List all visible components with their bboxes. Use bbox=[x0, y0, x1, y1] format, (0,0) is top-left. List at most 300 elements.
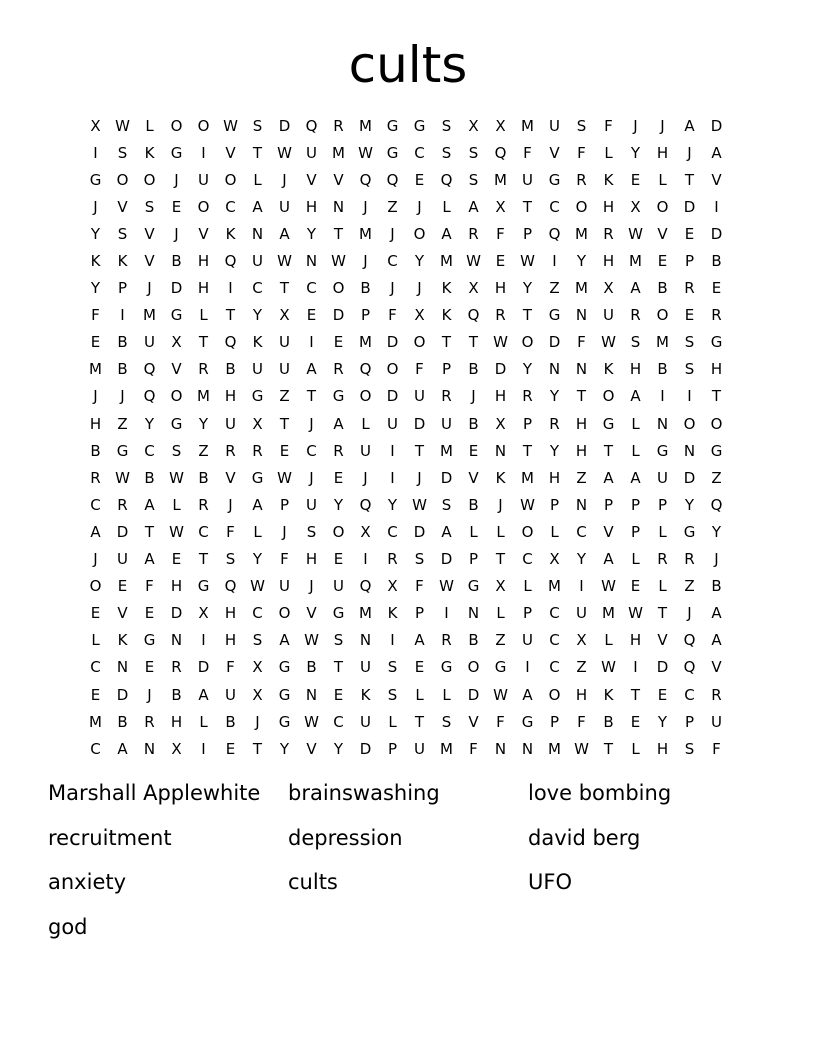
grid-letter: J bbox=[174, 224, 179, 243]
grid-letter: B bbox=[198, 468, 209, 487]
grid-letter: F bbox=[415, 360, 424, 379]
grid-letter: A bbox=[198, 685, 209, 704]
grid-letter: N bbox=[116, 658, 129, 677]
grid-letter: G bbox=[710, 441, 723, 460]
grid-letter: D bbox=[494, 360, 507, 379]
grid-letter: B bbox=[225, 712, 236, 731]
grid-letter: E bbox=[279, 441, 290, 460]
grid-letter: A bbox=[279, 631, 290, 650]
grid-letter: C bbox=[306, 279, 317, 298]
grid-letter: G bbox=[278, 712, 291, 731]
grid-letter: R bbox=[441, 631, 452, 650]
grid-letter: D bbox=[440, 550, 453, 569]
grid-letter: S bbox=[441, 712, 452, 731]
grid-letter: C bbox=[684, 685, 695, 704]
grid-letter: U bbox=[279, 360, 290, 379]
grid-letter: M bbox=[89, 360, 102, 379]
grid-letter: B bbox=[306, 658, 317, 677]
grid-letter: X bbox=[252, 685, 263, 704]
grid-letter: U bbox=[441, 414, 452, 433]
grid-letter: S bbox=[684, 333, 695, 352]
grid-letter: P bbox=[549, 495, 560, 514]
grid-letter: D bbox=[386, 333, 399, 352]
grid-letter: I bbox=[201, 739, 206, 758]
grid-letter: O bbox=[413, 333, 426, 352]
grid-letter: P bbox=[522, 604, 533, 623]
grid-letter: U bbox=[198, 170, 209, 189]
grid-letter: V bbox=[306, 170, 317, 189]
grid-letter: Y bbox=[684, 495, 695, 514]
grid-letter: E bbox=[306, 306, 317, 325]
grid-letter: F bbox=[91, 306, 100, 325]
grid-letter: D bbox=[170, 279, 183, 298]
grid-letter: O bbox=[170, 116, 183, 135]
grid-letter: E bbox=[468, 441, 479, 460]
grid-letter: G bbox=[278, 658, 291, 677]
grid-letter: Q bbox=[143, 360, 156, 379]
grid-letter: I bbox=[363, 550, 368, 569]
grid-letter: U bbox=[252, 360, 263, 379]
grid-letter: Y bbox=[576, 550, 587, 569]
grid-letter: U bbox=[117, 550, 128, 569]
grid-letter: O bbox=[332, 279, 345, 298]
grid-letter: H bbox=[656, 143, 669, 162]
grid-letter: U bbox=[144, 333, 155, 352]
grid-letter: Y bbox=[306, 224, 317, 243]
grid-letter: J bbox=[633, 116, 638, 135]
grid-letter: U bbox=[360, 441, 371, 460]
grid-letter: G bbox=[548, 170, 561, 189]
grid-letter: T bbox=[414, 712, 425, 731]
grid-letter: L bbox=[658, 522, 667, 541]
grid-letter: Z bbox=[711, 468, 722, 487]
grid-letter: N bbox=[170, 631, 183, 650]
grid-letter: O bbox=[89, 577, 102, 596]
grid-letter: M bbox=[548, 739, 561, 758]
grid-letter: S bbox=[333, 631, 344, 650]
grid-letter: T bbox=[522, 441, 533, 460]
grid-letter: D bbox=[359, 739, 372, 758]
grid-letter: V bbox=[468, 468, 479, 487]
grid-letter: C bbox=[252, 604, 263, 623]
grid-letter: V bbox=[711, 658, 722, 677]
grid-letter: W bbox=[628, 224, 643, 243]
grid-letter: O bbox=[116, 170, 129, 189]
grid-letter: Q bbox=[467, 306, 480, 325]
grid-letter: J bbox=[363, 252, 368, 271]
grid-letter: Q bbox=[386, 170, 399, 189]
grid-letter: R bbox=[333, 441, 344, 460]
grid-letter: W bbox=[601, 577, 616, 596]
grid-letter: D bbox=[548, 333, 561, 352]
grid-letter: P bbox=[279, 495, 290, 514]
grid-letter: O bbox=[656, 197, 669, 216]
grid-letter: I bbox=[93, 143, 98, 162]
grid-letter: W bbox=[277, 252, 292, 271]
grid-letter: Q bbox=[683, 658, 696, 677]
grid-letter: S bbox=[306, 522, 317, 541]
grid-letter: Y bbox=[522, 279, 533, 298]
grid-letter: L bbox=[550, 522, 559, 541]
grid-letter: T bbox=[333, 658, 344, 677]
grid-letter: C bbox=[576, 522, 587, 541]
grid-letter: R bbox=[225, 441, 236, 460]
grid-letter: G bbox=[251, 387, 264, 406]
grid-letter: Q bbox=[305, 116, 318, 135]
grid-letter: K bbox=[387, 604, 398, 623]
grid-letter: H bbox=[548, 468, 561, 487]
grid-letter: Q bbox=[683, 631, 696, 650]
grid-letter: J bbox=[282, 522, 287, 541]
grid-letter: P bbox=[684, 252, 695, 271]
grid-letter: B bbox=[144, 468, 155, 487]
grid-letter: S bbox=[441, 116, 452, 135]
grid-letter: U bbox=[387, 414, 398, 433]
grid-letter: C bbox=[549, 631, 560, 650]
grid-letter: X bbox=[495, 577, 506, 596]
grid-letter: J bbox=[93, 387, 98, 406]
grid-letter: M bbox=[332, 143, 345, 162]
grid-letter: U bbox=[414, 739, 425, 758]
grid-letter: Q bbox=[224, 577, 237, 596]
grid-letter: K bbox=[144, 143, 155, 162]
grid-letter: S bbox=[441, 143, 452, 162]
grid-letter: P bbox=[522, 414, 533, 433]
grid-letter: E bbox=[144, 658, 155, 677]
grid-letter: M bbox=[656, 333, 669, 352]
grid-letter: T bbox=[657, 604, 668, 623]
grid-letter: B bbox=[171, 252, 182, 271]
grid-letter: T bbox=[279, 279, 290, 298]
grid-letter: H bbox=[197, 252, 210, 271]
grid-letter: N bbox=[683, 441, 696, 460]
grid-letter: H bbox=[197, 279, 210, 298]
grid-letter: V bbox=[117, 604, 128, 623]
grid-letter: I bbox=[525, 658, 530, 677]
grid-letter: J bbox=[147, 279, 152, 298]
grid-letter: N bbox=[575, 306, 588, 325]
grid-letter: X bbox=[252, 658, 263, 677]
grid-letter: R bbox=[657, 550, 668, 569]
grid-letter: W bbox=[115, 116, 130, 135]
grid-letter: L bbox=[442, 197, 451, 216]
grid-letter: D bbox=[278, 116, 291, 135]
grid-letter: R bbox=[603, 224, 614, 243]
grid-letter: B bbox=[711, 252, 722, 271]
grid-letter: W bbox=[412, 495, 427, 514]
grid-letter: S bbox=[630, 333, 641, 352]
grid-letter: W bbox=[277, 468, 292, 487]
grid-letter: X bbox=[198, 604, 209, 623]
grid-letter: X bbox=[468, 279, 479, 298]
grid-letter: F bbox=[712, 739, 721, 758]
grid-letter: R bbox=[198, 360, 209, 379]
grid-letter: B bbox=[603, 712, 614, 731]
grid-letter: O bbox=[521, 333, 534, 352]
grid-letter: G bbox=[386, 143, 399, 162]
grid-letter: B bbox=[468, 631, 479, 650]
grid-letter: M bbox=[89, 712, 102, 731]
grid-letter: O bbox=[143, 170, 156, 189]
grid-letter: F bbox=[145, 577, 154, 596]
grid-letter: E bbox=[711, 279, 722, 298]
grid-letter: F bbox=[226, 522, 235, 541]
grid-letter: G bbox=[494, 658, 507, 677]
grid-letter: C bbox=[387, 252, 398, 271]
grid-letter: C bbox=[414, 143, 425, 162]
word-list-item: brainswashing bbox=[288, 781, 440, 805]
grid-letter: T bbox=[279, 414, 290, 433]
grid-letter: S bbox=[117, 143, 128, 162]
grid-letter: C bbox=[252, 279, 263, 298]
grid-letter: J bbox=[147, 685, 152, 704]
grid-letter: C bbox=[90, 658, 101, 677]
grid-letter: E bbox=[657, 685, 668, 704]
grid-letter: M bbox=[521, 116, 534, 135]
grid-letter: I bbox=[444, 604, 449, 623]
grid-letter: A bbox=[522, 685, 533, 704]
grid-letter: U bbox=[576, 604, 587, 623]
grid-letter: L bbox=[658, 170, 667, 189]
grid-letter: L bbox=[523, 577, 532, 596]
word-list-item: Marshall Applewhite bbox=[48, 781, 261, 805]
grid-letter: W bbox=[169, 468, 184, 487]
grid-letter: D bbox=[413, 522, 426, 541]
grid-letter: U bbox=[279, 577, 290, 596]
grid-letter: S bbox=[144, 197, 155, 216]
grid-letter: C bbox=[90, 739, 101, 758]
grid-letter: C bbox=[306, 441, 317, 460]
grid-letter: Z bbox=[387, 197, 398, 216]
grid-letter: Y bbox=[144, 414, 155, 433]
grid-letter: U bbox=[225, 685, 236, 704]
grid-letter: M bbox=[143, 306, 156, 325]
grid-letter: S bbox=[576, 116, 587, 135]
grid-letter: Y bbox=[252, 550, 263, 569]
grid-letter: W bbox=[277, 143, 292, 162]
grid-letter: R bbox=[711, 685, 722, 704]
grid-letter: N bbox=[521, 739, 534, 758]
grid-letter: V bbox=[657, 631, 668, 650]
grid-letter: X bbox=[468, 116, 479, 135]
grid-letter: K bbox=[252, 333, 263, 352]
grid-letter: V bbox=[333, 170, 344, 189]
grid-letter: P bbox=[522, 224, 533, 243]
grid-letter: L bbox=[631, 739, 640, 758]
grid-letter: O bbox=[332, 522, 345, 541]
grid-letter: O bbox=[548, 685, 561, 704]
grid-letter: I bbox=[687, 387, 692, 406]
grid-letter: L bbox=[361, 414, 370, 433]
grid-letter: S bbox=[684, 739, 695, 758]
grid-letter: Y bbox=[711, 522, 722, 541]
grid-letter: D bbox=[683, 197, 696, 216]
grid-letter: Q bbox=[224, 252, 237, 271]
grid-letter: M bbox=[359, 116, 372, 135]
grid-letter: G bbox=[251, 468, 264, 487]
grid-letter: H bbox=[575, 441, 588, 460]
grid-letter: D bbox=[386, 387, 399, 406]
grid-letter: D bbox=[710, 224, 723, 243]
grid-letter: E bbox=[333, 550, 344, 569]
grid-letter: C bbox=[522, 550, 533, 569]
grid-letter: R bbox=[495, 306, 506, 325]
grid-letter: H bbox=[629, 360, 642, 379]
grid-letter: P bbox=[657, 495, 668, 514]
grid-letter: B bbox=[225, 360, 236, 379]
grid-letter: Z bbox=[684, 577, 695, 596]
grid-letter: W bbox=[304, 631, 319, 650]
grid-letter: J bbox=[174, 170, 179, 189]
word-list-item: anxiety bbox=[48, 870, 127, 895]
grid-letter: H bbox=[305, 197, 318, 216]
grid-letter: H bbox=[224, 387, 237, 406]
grid-letter: S bbox=[171, 441, 182, 460]
grid-letter: N bbox=[575, 360, 588, 379]
grid-letter: G bbox=[467, 577, 480, 596]
grid-letter: G bbox=[332, 604, 345, 623]
grid-letter: J bbox=[390, 224, 395, 243]
grid-letter: I bbox=[633, 658, 638, 677]
grid-letter: E bbox=[171, 197, 182, 216]
grid-letter: S bbox=[387, 658, 398, 677]
grid-letter: Z bbox=[495, 631, 506, 650]
grid-letter: I bbox=[390, 441, 395, 460]
grid-letter: W bbox=[520, 495, 535, 514]
grid-letter: A bbox=[306, 360, 317, 379]
grid-letter: S bbox=[225, 550, 236, 569]
grid-letter: L bbox=[496, 604, 505, 623]
grid-letter: G bbox=[170, 414, 183, 433]
grid-letter: I bbox=[714, 197, 719, 216]
grid-letter: O bbox=[413, 224, 426, 243]
grid-letter: F bbox=[523, 143, 532, 162]
grid-letter: T bbox=[522, 197, 533, 216]
grid-letter: U bbox=[360, 658, 371, 677]
grid-letter: V bbox=[306, 604, 317, 623]
grid-letter: G bbox=[197, 577, 210, 596]
grid-letter: G bbox=[332, 387, 345, 406]
word-list-item: recruitment bbox=[48, 825, 172, 850]
grid-letter: G bbox=[440, 658, 453, 677]
word-list-item: love bombing bbox=[528, 781, 672, 805]
grid-letter: A bbox=[144, 550, 155, 569]
grid-letter: G bbox=[656, 441, 669, 460]
grid-letter: F bbox=[388, 306, 397, 325]
grid-letter: T bbox=[495, 550, 506, 569]
grid-letter: K bbox=[225, 224, 236, 243]
grid-letter: E bbox=[333, 685, 344, 704]
grid-letter: P bbox=[549, 712, 560, 731]
grid-letter: U bbox=[306, 495, 317, 514]
grid-letter: J bbox=[309, 468, 314, 487]
grid-letter: L bbox=[469, 522, 478, 541]
grid-letter: D bbox=[413, 414, 426, 433]
grid-letter: X bbox=[387, 577, 398, 596]
grid-letter: A bbox=[630, 387, 641, 406]
grid-letter: L bbox=[91, 631, 100, 650]
grid-letter: K bbox=[360, 685, 371, 704]
grid-letter: I bbox=[390, 468, 395, 487]
grid-letter: V bbox=[144, 252, 155, 271]
grid-letter: L bbox=[442, 685, 451, 704]
grid-letter: L bbox=[631, 550, 640, 569]
grid-letter: E bbox=[684, 224, 695, 243]
grid-letter: F bbox=[469, 739, 478, 758]
grid-letter: E bbox=[171, 550, 182, 569]
grid-letter: N bbox=[467, 604, 480, 623]
grid-letter: E bbox=[333, 468, 344, 487]
grid-letter: V bbox=[603, 522, 614, 541]
grid-letter: G bbox=[116, 441, 129, 460]
grid-letter: G bbox=[278, 685, 291, 704]
grid-letter: I bbox=[660, 387, 665, 406]
grid-letter: Y bbox=[576, 252, 587, 271]
grid-letter: J bbox=[282, 170, 287, 189]
grid-letter: Y bbox=[549, 387, 560, 406]
grid-letter: R bbox=[333, 360, 344, 379]
grid-letter: H bbox=[494, 387, 507, 406]
grid-letter: F bbox=[577, 712, 586, 731]
grid-letter: N bbox=[575, 495, 588, 514]
grid-letter: G bbox=[170, 143, 183, 162]
grid-letter: J bbox=[714, 550, 719, 569]
grid-letter: K bbox=[603, 360, 614, 379]
grid-letter: S bbox=[387, 685, 398, 704]
grid-letter: O bbox=[575, 197, 588, 216]
grid-letter: W bbox=[331, 252, 346, 271]
grid-letter: D bbox=[332, 306, 345, 325]
grid-letter: M bbox=[629, 252, 642, 271]
grid-letter: T bbox=[630, 685, 641, 704]
grid-letter: M bbox=[197, 387, 210, 406]
grid-letter: X bbox=[252, 414, 263, 433]
grid-letter: X bbox=[414, 306, 425, 325]
grid-letter: K bbox=[441, 306, 452, 325]
grid-letter: Q bbox=[359, 495, 372, 514]
grid-letter: B bbox=[468, 495, 479, 514]
grid-letter: J bbox=[390, 279, 395, 298]
grid-letter: G bbox=[521, 712, 534, 731]
grid-letter: U bbox=[279, 333, 290, 352]
grid-letter: R bbox=[90, 468, 101, 487]
grid-letter: N bbox=[305, 685, 318, 704]
grid-letter: W bbox=[520, 252, 535, 271]
grid-letter: V bbox=[549, 143, 560, 162]
grid-letter: H bbox=[305, 550, 318, 569]
grid-letter: F bbox=[577, 143, 586, 162]
grid-letter: Z bbox=[549, 279, 560, 298]
grid-letter: S bbox=[684, 360, 695, 379]
grid-letter: O bbox=[521, 522, 534, 541]
grid-letter: R bbox=[630, 306, 641, 325]
grid-letter: X bbox=[360, 522, 371, 541]
grid-letter: U bbox=[333, 577, 344, 596]
grid-letter: X bbox=[630, 197, 641, 216]
grid-letter: W bbox=[358, 143, 373, 162]
grid-letter: J bbox=[309, 414, 314, 433]
grid-letter: E bbox=[495, 252, 506, 271]
grid-letter: L bbox=[415, 685, 424, 704]
grid-letter: F bbox=[496, 712, 505, 731]
grid-letter: I bbox=[390, 631, 395, 650]
grid-letter: A bbox=[603, 468, 614, 487]
grid-letter: R bbox=[117, 495, 128, 514]
grid-letter: K bbox=[117, 252, 128, 271]
grid-letter: E bbox=[225, 739, 236, 758]
grid-letter: V bbox=[198, 224, 209, 243]
grid-letter: X bbox=[576, 631, 587, 650]
